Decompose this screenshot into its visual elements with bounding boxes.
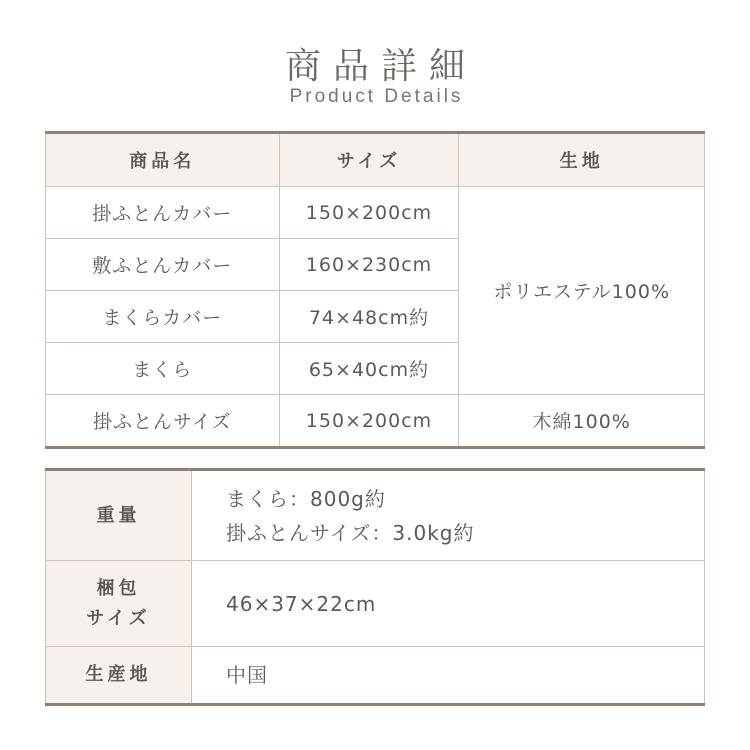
package-size-row bbox=[46, 561, 705, 647]
size-cell: 65×40cm約 bbox=[279, 343, 459, 395]
weight-label: 重量 bbox=[46, 470, 192, 561]
size-cell: 150×200cm bbox=[279, 395, 459, 448]
weight-comforter: 掛ふとんサイズ：3.0kg約 bbox=[226, 520, 475, 545]
origin-row bbox=[46, 647, 705, 705]
package-label-line-1: 梱包 bbox=[96, 577, 141, 599]
weight-value bbox=[192, 470, 705, 561]
origin-value: 中国 bbox=[192, 647, 705, 705]
product-name-cell: 敷ふとんカバー bbox=[46, 239, 280, 291]
table-row bbox=[46, 395, 705, 448]
package-size-label bbox=[46, 561, 192, 647]
table-row bbox=[46, 187, 705, 239]
package-size-value: 46×37×22cm bbox=[192, 561, 705, 647]
size-cell: 150×200cm bbox=[279, 187, 459, 239]
table-header-row bbox=[46, 133, 705, 187]
header-fabric: 生地 bbox=[459, 133, 705, 187]
product-name-cell: 掛ふとんサイズ bbox=[46, 395, 280, 448]
page-subtitle: Product Details bbox=[289, 86, 464, 107]
spec-table bbox=[45, 131, 705, 449]
header-size: サイズ bbox=[279, 133, 459, 187]
weight-row bbox=[46, 470, 705, 561]
weight-pillow: まくら：800g約 bbox=[226, 486, 386, 511]
product-name-cell: まくら bbox=[46, 343, 280, 395]
origin-label: 生産地 bbox=[46, 647, 192, 705]
package-label-line-2: サイズ bbox=[86, 607, 151, 629]
page-title: 商品詳細 bbox=[284, 46, 477, 87]
size-cell: 74×48cm約 bbox=[279, 291, 459, 343]
size-cell: 160×230cm bbox=[279, 239, 459, 291]
product-name-cell: 掛ふとんカバー bbox=[46, 187, 280, 239]
header-product-name: 商品名 bbox=[46, 133, 280, 187]
fabric-cell: ポリエステル100% bbox=[459, 187, 705, 395]
info-table bbox=[45, 468, 705, 706]
fabric-cell: 木綿100% bbox=[459, 395, 705, 448]
product-name-cell: まくらカバー bbox=[46, 291, 280, 343]
